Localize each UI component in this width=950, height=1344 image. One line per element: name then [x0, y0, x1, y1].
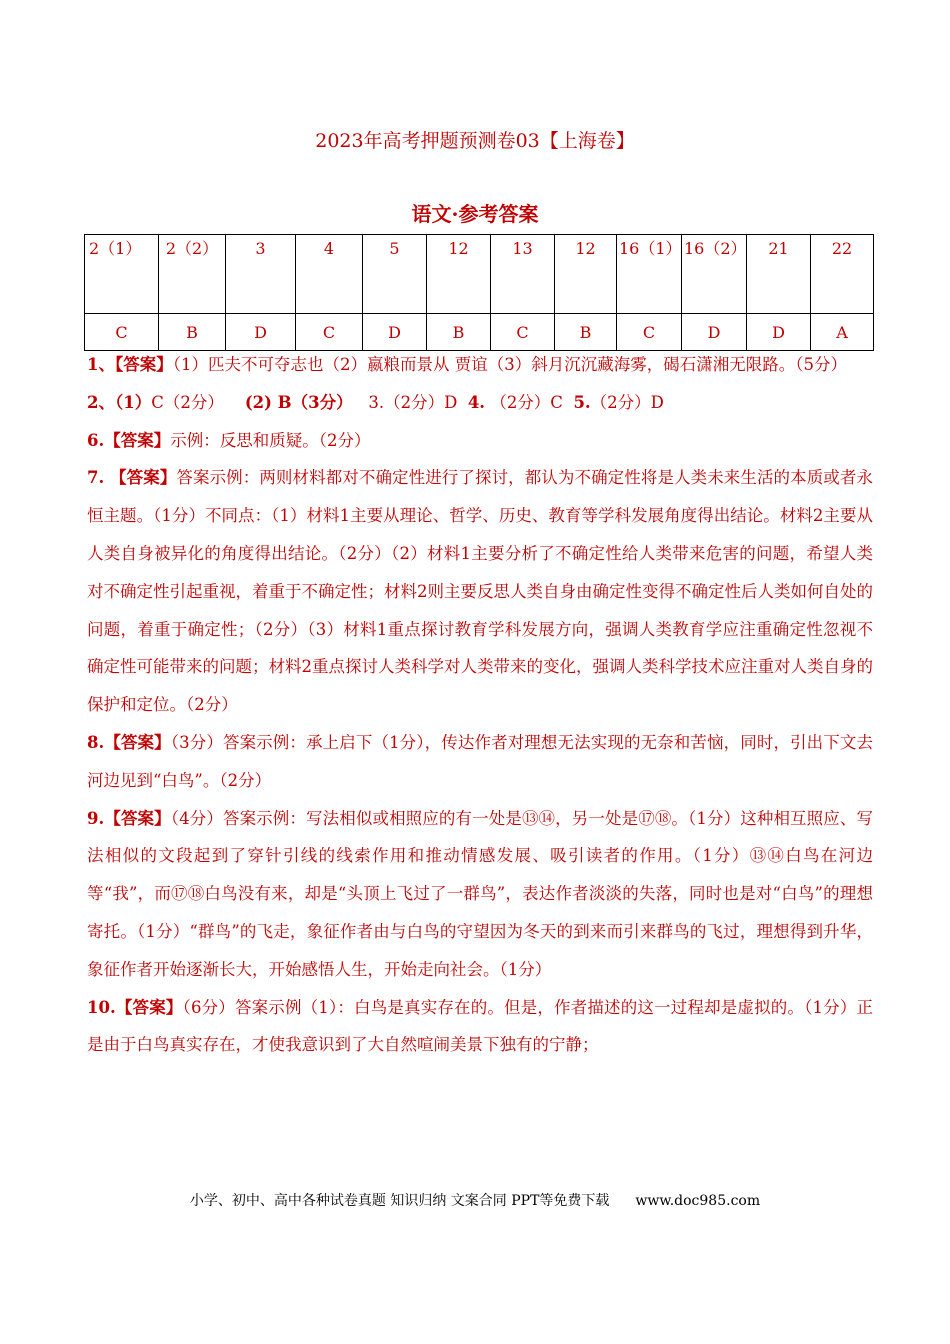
answer-8: [87, 724, 873, 800]
answer-text: （4分）答案示例：写法相似或相照应的有一处是⑬⑭，另一处是⑰⑱。（1分）这种相互照应、写法相似的文段起到了穿针引线的线索作用和推动情感发展、吸引读者的作用。（1分）⑬⑭白鸟在河边等“我”，而⑰⑱白鸟没有来，却是“头顶上飞过了一群鸟”，表达作者淡淡的失落，同时也是对“白鸟”的理想寄托。（1分）“群鸟”的飞走，象征作者由与白鸟的守望因为冬天的到来而引来群鸟的飞过，理想得到升华，象征作者开始逐渐长大，开始感悟人生，开始走向社会。（1分）: [87, 808, 873, 979]
answer-text: (2) B（3分）: [244, 392, 353, 412]
table-header-cell: 2（2）: [159, 235, 226, 314]
table-answer-cell: B: [555, 314, 617, 351]
answer-label: 5.: [573, 392, 591, 412]
answer-table: [84, 234, 874, 351]
table-header-cell: 16（2）: [682, 235, 747, 314]
table-header-cell: 22: [811, 235, 874, 314]
table-header-cell: 12: [555, 235, 617, 314]
table-answer-cell: B: [159, 314, 226, 351]
answer-table-value-row: [85, 314, 874, 351]
table-answer-cell: D: [682, 314, 747, 351]
answer-text: C（2分）: [151, 392, 224, 412]
page-subtitle: 语文·参考答案: [411, 202, 539, 226]
table-header-cell: 12: [427, 235, 491, 314]
answer-10: [87, 989, 873, 1065]
answer-7: [87, 459, 873, 724]
answer-body: [87, 346, 873, 1064]
answer-text: 答案示例：两则材料都对不确定性进行了探讨，都认为不确定性将是人类未来生活的本质或者永恒主题。（1分）不同点：（1）材料1主要从理论、哲学、历史、教育等学科发展角度得出结论。材料2主要从人类自身被异化的角度得出结论。（2分）（2）材料1主要分析了不确定性给人类带来危害的问题，希望人类对不确定性引起重视，着重于不确定性；材料2则主要反思人类自身由确定性变得不确定性后人类如何自处的问题，着重于确定性；（2分）（3）材料1重点探讨教育学科发展方向，强调人类教育学应注重确定性忽视不确定性可能带来的问题；材料2重点探讨人类科学对人类带来的变化，强调人类科学技术应注重对人类自身的保护和定位。（2分）: [87, 468, 873, 715]
table-answer-cell: C: [85, 314, 159, 351]
answer-text: 示例：反思和质疑。（2分）: [170, 430, 371, 450]
answer-text: （2分）C: [490, 392, 563, 412]
footer-site-link[interactable]: www.doc985.com: [635, 1193, 761, 1209]
table-answer-cell: C: [491, 314, 555, 351]
answer-label: 8.【答案】: [87, 732, 171, 752]
table-answer-cell: D: [363, 314, 427, 351]
answer-label: 4.: [467, 392, 486, 412]
table-answer-cell: C: [617, 314, 682, 351]
table-header-cell: 3: [226, 235, 296, 314]
answer-label: 6.【答案】: [87, 430, 171, 450]
table-answer-cell: D: [226, 314, 296, 351]
answer-text: （1）匹夫不可夺志也（2）嬴粮而景从 贾谊（3）斜月沉沉藏海雾，碣石潇湘无限路。（5分）: [172, 355, 847, 374]
table-header-cell: 2（1）: [85, 235, 159, 314]
table-header-cell: 21: [747, 235, 811, 314]
answer-label: 1、【答案】: [87, 355, 173, 374]
table-answer-cell: B: [427, 314, 491, 351]
table-header-cell: 13: [491, 235, 555, 314]
answer-label: 9.【答案】: [87, 808, 171, 828]
table-header-cell: 4: [296, 235, 363, 314]
footer-text: 小学、初中、高中各种试卷真题 知识归纳 文案合同 PPT等免费下载: [189, 1193, 610, 1209]
answer-label: 10.【答案】: [87, 997, 183, 1017]
answer-text: （2分）D: [590, 392, 664, 412]
answer-6: [87, 422, 873, 460]
table-answer-cell: D: [747, 314, 811, 351]
answer-2-5: [87, 384, 873, 422]
page-footer: [0, 1190, 950, 1210]
page-title: 2023年高考押题预测卷03【上海卷】: [315, 130, 635, 152]
table-answer-cell: C: [296, 314, 363, 351]
answer-text: （3分）答案示例：承上启下（1分），传达作者对理想无法实现的无奈和苦恼，同时，引出下文去河边见到“白鸟”。（2分）: [87, 732, 873, 790]
table-answer-cell: A: [811, 314, 874, 351]
answer-label: 2、（1）: [87, 392, 152, 412]
answer-table-header-row: [85, 235, 874, 314]
answer-text: 3.（2分）D: [368, 392, 458, 412]
table-header-cell: 16（1）: [617, 235, 682, 314]
answer-label: 7. 【答案】: [87, 468, 177, 488]
answer-text: （6分）答案示例（1）：白鸟是真实存在的。但是，作者描述的这一过程却是虚拟的。（1分）正是由于白鸟真实存在，才使我意识到了大自然喧闹美景下独有的宁静；: [87, 997, 873, 1055]
table-header-cell: 5: [363, 235, 427, 314]
answer-1: [87, 346, 873, 384]
answer-9: [87, 800, 873, 989]
